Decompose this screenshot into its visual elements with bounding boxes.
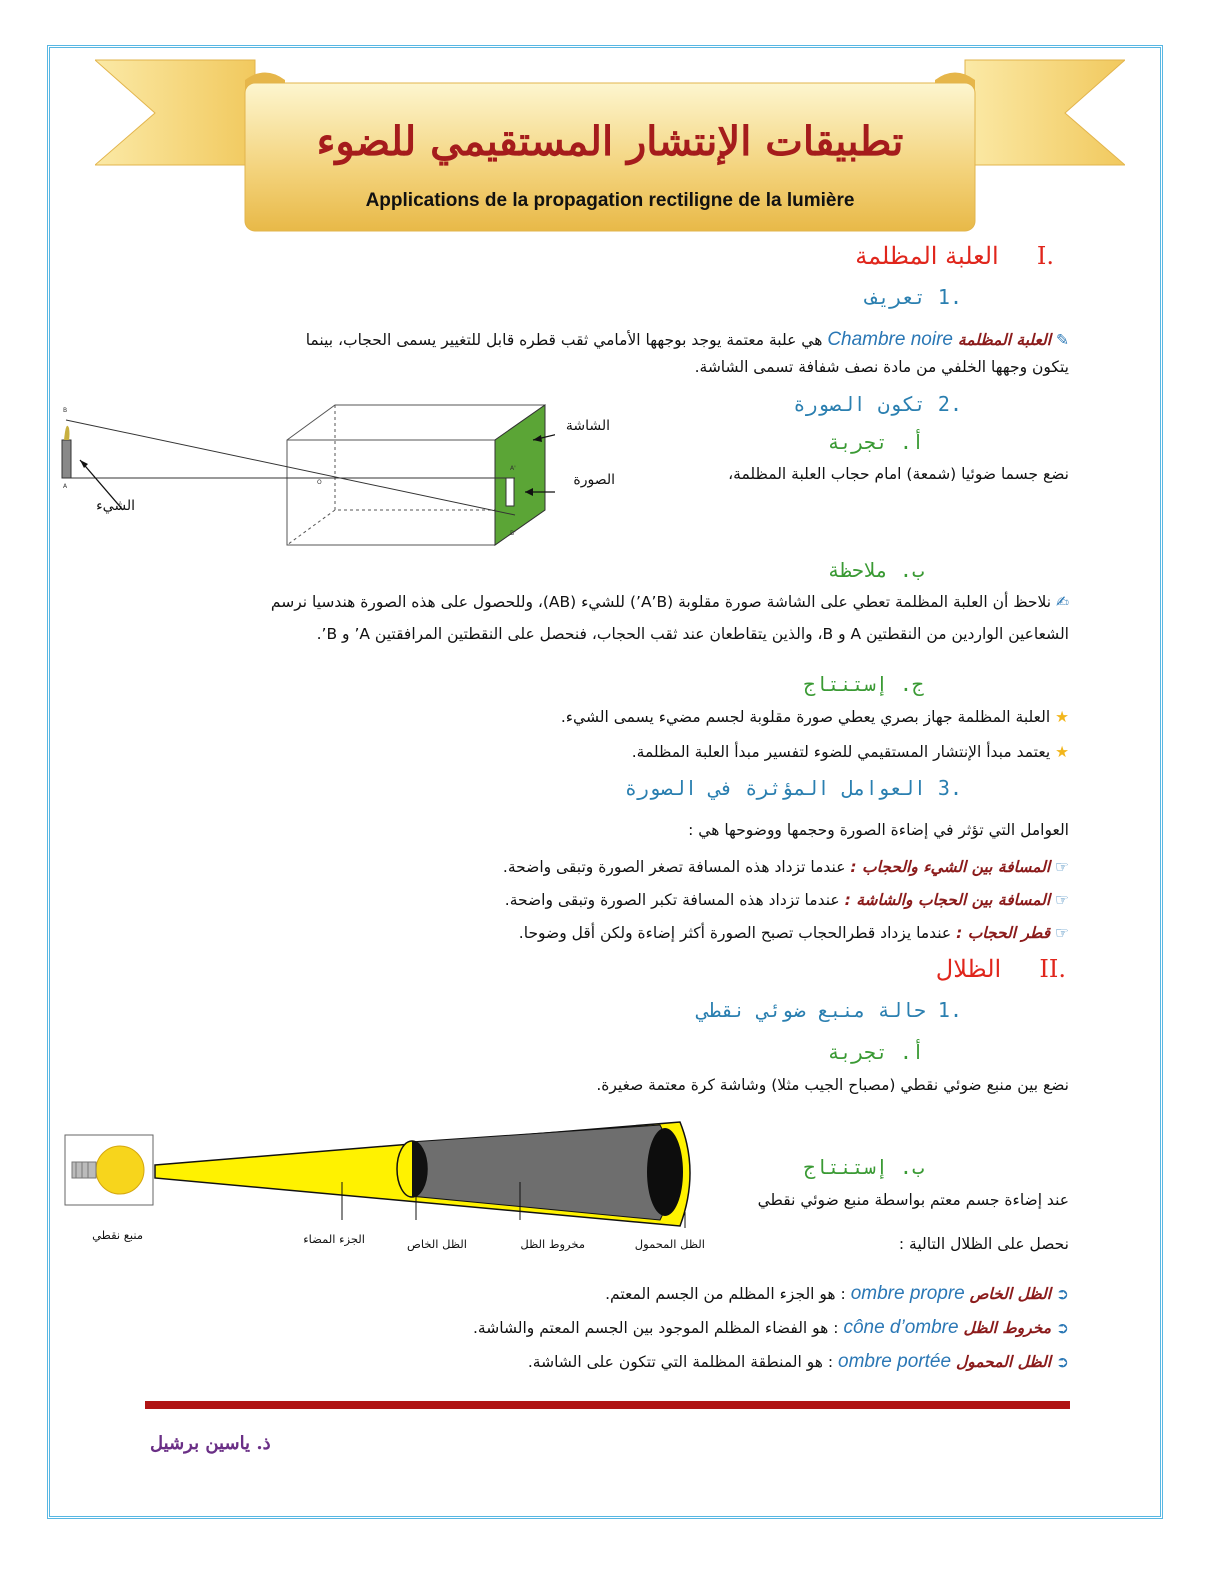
factor-term: قطر الحجاب :: [956, 924, 1051, 942]
arrow-bullet-icon: ➲: [1056, 1353, 1069, 1371]
observation-text-1: [144, 590, 1069, 614]
shadow-text: : هو الجزء المظلم من الجسم المعتم.: [605, 1285, 846, 1303]
screen-face: [495, 405, 545, 545]
factor-term: المسافة بين الحجاب والشاشة :: [844, 891, 1051, 909]
arrow-bullet-icon: ➲: [1056, 1319, 1069, 1337]
shadow-text: : هو المنطقة المظلمة التي تتكون على الشاشة.: [527, 1353, 834, 1371]
observation-heading: ب. ملاحظة: [827, 558, 924, 582]
definition-term-fr: Chambre noire: [827, 329, 953, 350]
svg-text:B': B': [510, 530, 516, 537]
experiment-2-text: نضع بين منبع ضوئي نقطي (مصباح الجيب مثلا) وشاشة كرة معتمة صغيرة.: [596, 1076, 1069, 1094]
definition-heading: .1 تعريف: [865, 285, 962, 309]
hand-icon: ☞: [1055, 924, 1069, 942]
point-source-heading: .1 حالة منبع ضوئي نقطي: [697, 998, 962, 1022]
conclusion-item: [369, 740, 1069, 764]
experiment-heading: أ. تجربة: [827, 430, 924, 454]
image-on-screen: [506, 478, 514, 506]
definition-text-1: هي علبة معتمة يوجد بوجهها الأمامي ثقب قطره قابل للتغيير يسمى الحجاب، بينما: [305, 331, 823, 349]
shadow-term-fr: ombre portée: [838, 1351, 952, 1372]
factor-item: [269, 888, 1069, 912]
shadow-diagram: [60, 1120, 700, 1230]
shadow-cone-label: مخروط الظل: [520, 1237, 585, 1251]
camera-obscura-diagram: [55, 400, 555, 550]
definition-text-2: يتكون وجهها الخلفي من مادة نصف شفافة تسمى الشاشة.: [694, 358, 1069, 376]
factor-text: عندما يزداد قطرالحجاب تصبح الصورة أكثر إضاءة ولكن أقل وضوحا.: [518, 924, 952, 942]
section-2-number: .II: [1039, 955, 1066, 983]
conclusion-2-text-2: نحصل على الظلال التالية :: [898, 1235, 1069, 1253]
cast-shadow-label: الظل المحمول: [634, 1237, 705, 1251]
page-title: تطبيقات الإنتشار المستقيمي للضوء: [316, 118, 904, 165]
conclusion-item: [369, 705, 1069, 729]
shadow-def-item: [269, 1316, 1069, 1340]
page-subtitle: Applications de la propagation rectiligne de la lumière: [365, 190, 855, 211]
section-1-title: العلبة المظلمة: [855, 242, 999, 270]
svg-text:A': A': [510, 465, 516, 472]
shadow-term: الظل المحمول: [955, 1353, 1052, 1371]
conclusion-2-heading: ب. إستنتاج: [803, 1155, 924, 1179]
section-2-title: الظلال: [935, 955, 1002, 983]
conclusion-text: العلبة المظلمة جهاز بصري يعطي صورة مقلوبة لجسم مضيء يسمى الشيء.: [560, 708, 1051, 726]
point-source-label: منبع نقطي: [92, 1228, 143, 1242]
shadow-text: : هو الفضاء المظلم الموجود بين الجسم المعتم والشاشة.: [473, 1319, 839, 1337]
observation-text-2: الشعاعين الواردين من النقطتين A و B، والذين يتقاطعان عند ثقب الحجاب، فنحصل على النقطتين المرافقتين A’ و B’.: [316, 625, 1069, 643]
shadow-term-fr: ombre propre: [850, 1283, 965, 1304]
definition-term: العلبة المظلمة: [957, 331, 1052, 349]
pen-icon: ✍: [1056, 593, 1069, 611]
observation-line-1: نلاحظ أن العلبة المظلمة تعطي على الشاشة صورة مقلوبة (A’B’) للشيء (AB)، وللحصول على هذه الصورة هندسيا نرسم: [270, 593, 1052, 611]
shadow-def-item: [269, 1282, 1069, 1306]
image-label: الصورة: [573, 472, 615, 488]
screen-label: الشاشة: [565, 418, 610, 434]
factor-term: المسافة بين الشيء والحجاب :: [850, 858, 1051, 876]
shadow-term: الظل الخاص: [969, 1285, 1052, 1303]
definition-paragraph: [149, 328, 1069, 352]
hand-icon: ☞: [1055, 891, 1069, 909]
section-1-number: .I: [1036, 242, 1054, 270]
svg-text:A: A: [63, 483, 68, 490]
image-formation-heading: .2 تكون الصورة: [793, 392, 962, 416]
experiment-text: نضع جسما ضوئيا (شمعة) امام حجاب العلبة المظلمة،: [728, 465, 1069, 483]
factors-intro: العوامل التي تؤثر في إضاءة الصورة وحجمها ووضوحها هي :: [688, 821, 1069, 839]
svg-text:O: O: [317, 479, 322, 486]
candle-object: [62, 440, 71, 478]
own-shadow-label: الظل الخاص: [406, 1237, 467, 1251]
star-icon: ★: [1055, 743, 1069, 761]
lit-part-label: الجزء المضاء: [303, 1232, 365, 1246]
conclusion-heading: ج. إستنتاج: [803, 672, 924, 696]
conclusion-2-text-1: عند إضاءة جسم معتم بواسطة منبع ضوئي نقطي: [757, 1191, 1069, 1209]
author-signature: ذ. ياسين برشيل: [150, 1433, 271, 1454]
shadow-term-fr: cône d’ombre: [843, 1317, 959, 1338]
shadow-def-item: [269, 1350, 1069, 1374]
footer-divider: [145, 1401, 1070, 1409]
factor-item: [269, 855, 1069, 879]
conclusion-text: يعتمد مبدأ الإنتشار المستقيمي للضوء لتفسير مبدأ العلبة المظلمة.: [631, 743, 1051, 761]
experiment-2-heading: أ. تجربة: [827, 1040, 924, 1064]
arrow-bullet-icon: ➲: [1056, 1285, 1069, 1303]
factor-text: عندما تزداد هذه المسافة تكبر الصورة وتبقى واضحة.: [504, 891, 840, 909]
factor-text: عندما تزداد هذه المسافة تصغر الصورة وتبقى واضحة.: [502, 858, 846, 876]
pen-icon: ✎: [1056, 331, 1069, 349]
shadow-term: مخروط الظل: [963, 1319, 1052, 1337]
section-2-heading: [666, 955, 1066, 983]
object-label: الشيء: [96, 498, 135, 514]
factor-item: [269, 921, 1069, 945]
section-1-heading: [654, 242, 1054, 270]
factors-heading: .3 العوامل المؤثرة في الصورة: [624, 776, 962, 800]
hand-icon: ☞: [1055, 858, 1069, 876]
star-icon: ★: [1055, 708, 1069, 726]
svg-text:B: B: [63, 407, 68, 414]
